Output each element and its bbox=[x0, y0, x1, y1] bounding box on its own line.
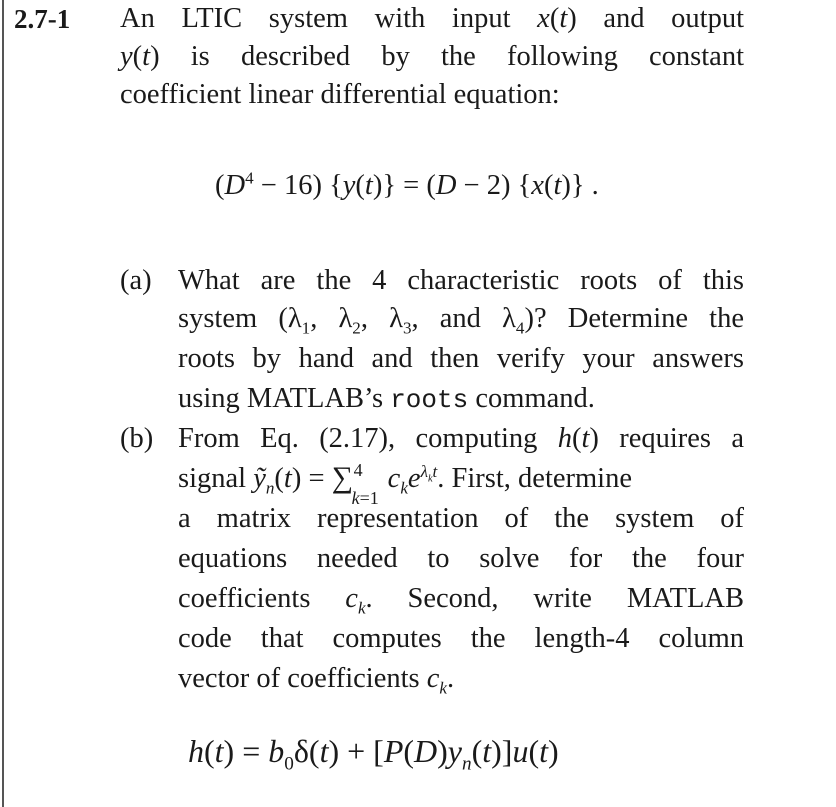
part-b-line-1: From Eq. (2.17), computing h(t) requires a bbox=[178, 423, 744, 454]
part-b-line-5: coefficients $c_k$. Second, write MATLAB bbox=[178, 583, 744, 618]
differential-equation: $(D^4 - 16) \{y(t)\} = (D - 2)$ {x(t)} . bbox=[215, 168, 599, 201]
part-a-line-1: What are the 4 characteristic roots of this bbox=[178, 265, 744, 296]
intro-line-2: y(t) is described by the following constant bbox=[120, 41, 744, 72]
intro-line-3: coefficient linear differential equation: bbox=[120, 79, 560, 110]
part-b-line-7: vector of coefficients $c_k$. bbox=[178, 663, 455, 698]
part-a-label: (a) bbox=[120, 265, 152, 296]
problem-number: 2.7-1 bbox=[14, 4, 71, 34]
part-a-line-3: roots by hand and then verify your answers bbox=[178, 343, 744, 374]
part-b-line-3: a matrix representation of the system of bbox=[178, 503, 744, 534]
part-a-line-2: system ($\lambda_1$, $\lambda_2$, $\lambda_3$, and $\lambda_4$)? Determine the bbox=[178, 303, 744, 338]
summation-symbol: ∑ 4 k=1 bbox=[331, 460, 379, 509]
part-a-line-4: using MATLAB’s roots command. bbox=[178, 383, 595, 415]
part-b-line-6: code that computes the length-4 column bbox=[178, 623, 744, 654]
left-margin-rule bbox=[2, 0, 4, 807]
intro-line-1: An LTIC system with input x(t) and output bbox=[120, 3, 744, 34]
impulse-response-equation: $h(t) = b_0\delta(t) + [P(D)y_n(t)]u(t)$ bbox=[188, 733, 559, 775]
part-b-line-2: signal ỹ$_n$(t) = ∑ 4 k=1 $c_ke^{\lambda_kt}$. First, determine bbox=[178, 460, 632, 509]
part-b-line-4: equations needed to solve for the four bbox=[178, 543, 744, 574]
part-b-label: (b) bbox=[120, 423, 154, 454]
